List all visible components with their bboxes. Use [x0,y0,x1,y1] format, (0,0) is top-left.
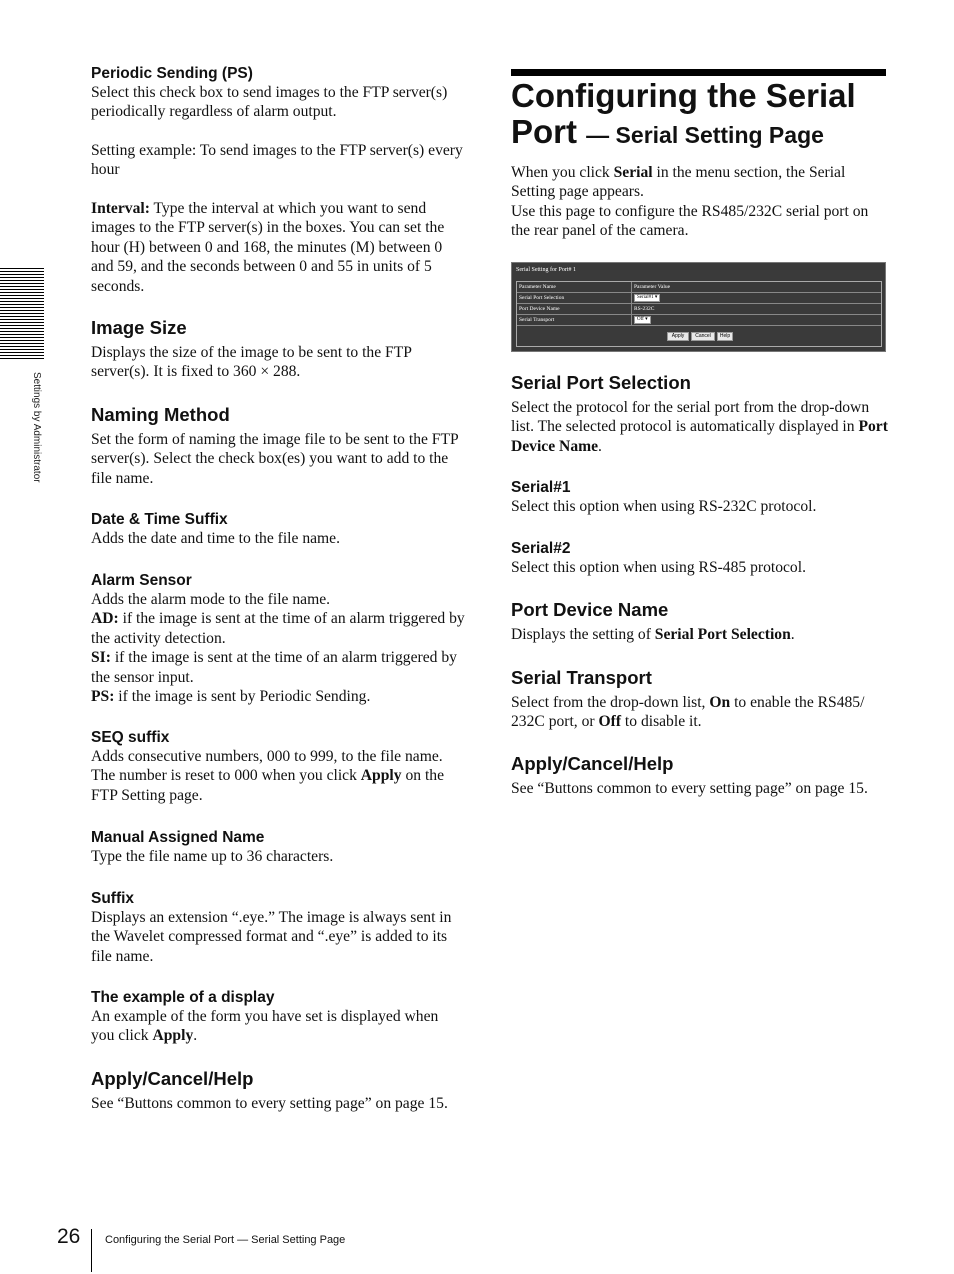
row-name: Serial Port Selection [519,295,565,301]
serial-transport-dropdown[interactable]: Off ▾ [634,316,651,324]
table-header-row [517,282,881,293]
st-text-a: Select from the drop-down list, [511,694,710,711]
interval-label: Interval: [91,200,150,217]
alarm-ad-item [91,609,465,648]
heading-serial-transport: Serial Transport [511,667,652,688]
ad-text: if the image is sent at the time of an alarm triggered by the activity detection. [91,610,465,647]
naming-method-description: Set the form of naming the image file to be sent to the FTP server(s). Select the check box(es) you want to add to the file name. [91,431,459,487]
interval-text: Type the interval at which you want to send images to the FTP server(s) in the boxes. You can set the hour (H) between 0 and 168, the minutes (M) between 0 and 59, and the seconds between 0 and 55 in units of 5 seconds. [91,200,445,295]
cancel-button[interactable]: Cancel [691,332,715,341]
chapter-side-label: Settings by Administrator [31,372,42,483]
intro-text-b: in the menu section, the Serial Setting page appears. [511,164,846,201]
port-device-name-value: RS-232C [634,306,655,312]
st-off: Off [598,713,622,731]
date-time-suffix-description: Adds the date and time to the file name. [91,530,340,547]
example-apply: Apply [152,1027,194,1045]
periodic-description: Select this check box to send images to the FTP server(s) periodically regardless of alarm output. [91,84,448,121]
periodic-setting-example: Setting example: To send images to the FTP server(s) every hour [91,142,463,179]
title-rule [511,69,886,76]
heading-periodic-sending: Periodic Sending (PS) [91,65,253,82]
seq-text-a: Adds consecutive numbers, 000 to 999, to the file name. The number is reset to 000 when you click [91,748,443,785]
example-text-a: An example of the form you have set is displayed when you click [91,1008,439,1045]
intro-text-c: Use this page to configure the RS485/232C serial port on the rear panel of the camera. [511,202,869,240]
ps-label: PS: [91,688,115,706]
alarm-si-item [91,648,465,687]
apply-cancel-help-left-description: See “Buttons common to every setting page” on page 15. [91,1095,448,1112]
row-name: Serial Transport [519,317,555,323]
page-title [511,78,891,153]
st-text-b: to enable the RS485/ 232C port, or [511,694,865,731]
alarm-sensor-text: Adds the alarm mode to the file name. [91,591,331,608]
heading-apply-cancel-help-left: Apply/Cancel/Help [91,1068,254,1089]
heading-serial2: Serial#2 [511,540,571,557]
st-text-c: to disable it. [621,713,702,731]
pdn-serial-port-selection: Serial Port Selection [654,626,791,643]
heading-naming-method: Naming Method [91,404,230,425]
image-size-description: Displays the size of the image to be sent to the FTP server(s). It is fixed to 360 × 288. [91,344,412,381]
table-row [517,315,881,326]
apply-cancel-help-right-description: See “Buttons common to every setting page” on page 15. [511,780,868,797]
serial1-description: Select this option when using RS-232C protocol. [511,498,817,515]
row-name: Port Device Name [519,306,560,312]
col-header-value: Parameter Value [634,284,671,290]
intro-serial: Serial [613,164,653,181]
suffix-description: Displays an extension “.eye.” The image is always sent in the Wavelet compressed format and “.eye” is added to its file name. [91,909,452,965]
heading-manual-assigned-name: Manual Assigned Name [91,829,265,846]
running-title: Configuring the Serial Port — Serial Setting Page [105,1234,346,1246]
heading-port-device-name: Port Device Name [511,599,669,620]
serial-port-selection-value: Serial#1 [637,295,654,300]
heading-suffix: Suffix [91,890,135,907]
serial-port-selection-dropdown[interactable]: Serial#1 ▾ [634,294,660,302]
serial-setting-screenshot [511,262,886,352]
page-title-sub: — Serial Setting Page [586,122,824,148]
example-display-description [91,1007,465,1046]
chapter-tab-marker [0,268,47,360]
interval-description [91,199,465,296]
st-on: On [709,694,731,711]
si-label: SI: [91,649,111,667]
pdn-text-b: . [790,626,795,643]
col-header-name: Parameter Name [519,284,556,290]
heading-example-display: The example of a display [91,989,275,1006]
pdn-text-a: Displays the setting of [511,626,655,643]
seq-text-b: on the FTP Setting page. [91,767,444,804]
alarm-ps-item [91,687,465,706]
page-number: 26 [57,1225,81,1248]
table-row [517,304,881,315]
screenshot-caption: Serial Setting for Port# 1 [516,267,576,273]
intro-paragraph [511,163,889,241]
alarm-sensor-description [91,590,465,706]
seq-suffix-description [91,747,465,805]
heading-apply-cancel-help-right: Apply/Cancel/Help [511,753,674,774]
heading-serial1: Serial#1 [511,479,571,496]
serial-transport-value: Off [637,317,644,322]
footer-divider [91,1229,92,1272]
ad-label: AD: [91,610,119,628]
sps-port-device-name: Port Device Name [511,418,888,455]
sps-text-b: . [598,437,602,455]
heading-image-size: Image Size [91,317,187,338]
page-title-main: Configuring the Serial Port [511,77,856,150]
serial-port-selection-description [511,398,889,456]
intro-text-a: When you click [511,164,614,181]
serial-transport-description [511,693,889,732]
port-device-name-description [511,625,889,644]
ps-text: if the image is sent by Periodic Sending. [114,688,371,706]
manual-assigned-name-description: Type the file name up to 36 characters. [91,848,334,865]
screenshot-table [516,281,882,347]
si-text: if the image is sent at the time of an alarm triggered by the sensor input. [91,649,457,686]
sps-text-a: Select the protocol for the serial port from the drop-down list. The selected protocol is automatically displayed in [511,399,870,436]
heading-alarm-sensor: Alarm Sensor [91,572,192,589]
seq-apply: Apply [360,767,402,785]
serial2-description: Select this option when using RS-485 protocol. [511,559,806,576]
heading-serial-port-selection: Serial Port Selection [511,372,691,393]
heading-date-time-suffix: Date & Time Suffix [91,511,228,528]
heading-seq-suffix: SEQ suffix [91,729,170,746]
help-button[interactable]: Help [717,332,733,341]
example-text-b: . [193,1027,198,1045]
table-row [517,293,881,304]
apply-button[interactable]: Apply [667,332,689,341]
